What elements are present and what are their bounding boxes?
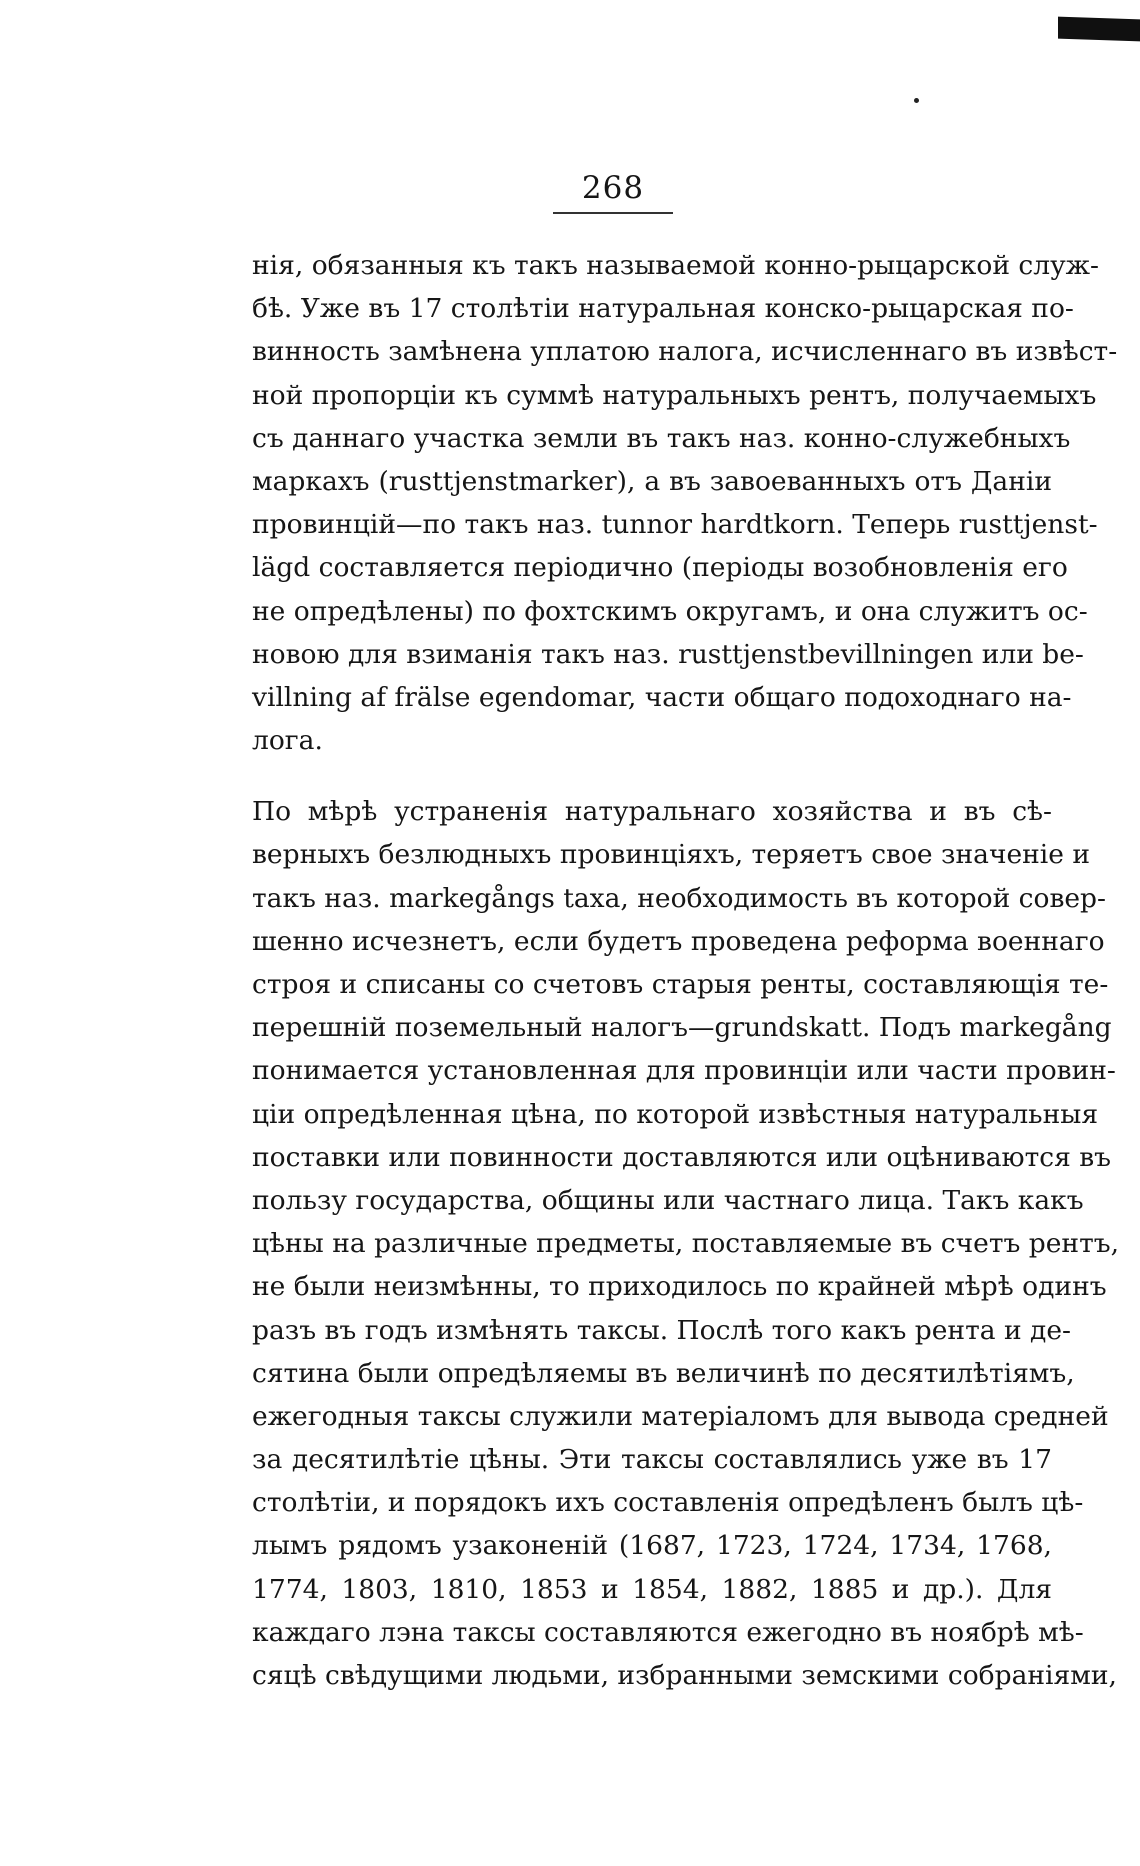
text-line: ной пропорціи къ суммѣ натуральныхъ рентъ, получаемыхъ	[252, 379, 1097, 411]
text-line: строя и списаны со счетовъ старыя ренты, составляющія те-	[252, 969, 1109, 1000]
text-line: цѣны на различные предметы, поставляемые въ счетъ рентъ,	[252, 1228, 1120, 1260]
text-line: не были неизмѣнны, то приходилось по крайней мѣрѣ одинъ	[252, 1271, 1107, 1303]
text-line: перешній поземельный налогъ—grundskatt. Подъ markegång	[252, 1012, 1112, 1044]
text-line: бѣ. Уже въ 17 столѣтіи натуральная конско-рыцарская по-	[252, 293, 1074, 325]
text-line: провинцій—по такъ наз. tunnor hardtkorn. Теперь rusttjenst-	[252, 509, 1098, 541]
text-line: По мѣрѣ устраненія натуральнаго хозяйства и въ сѣ-	[252, 796, 1052, 828]
text-line: столѣтіи, и порядокъ ихъ составленія опредѣленъ былъ цѣ-	[252, 1487, 1084, 1519]
body-text	[252, 244, 1120, 1697]
text-line: ціи опредѣленная цѣна, по которой извѣстныя натуральныя	[252, 1098, 1099, 1130]
text-line: маркахъ (rusttjenstmarker), а въ завоеванныхъ отъ Даніи	[252, 465, 1052, 497]
text-line: понимается установленная для провинціи или части провин-	[252, 1055, 1116, 1087]
text-line: съ даннаго участка земли въ такъ наз. конно-служебныхъ	[252, 422, 1071, 454]
text-line: новою для взиманія такъ наз. rusttjenstbevillningen или be-	[252, 638, 1084, 670]
text-line: шенно исчезнетъ, если будетъ проведена реформа военнаго	[252, 925, 1105, 957]
text-line: разъ въ годъ измѣнять таксы. Послѣ того какъ рента и де-	[252, 1314, 1072, 1346]
text-line: villning af frälse egendomar, части общаго подоходнаго на-	[252, 681, 1072, 713]
page-number-rule	[553, 212, 673, 214]
text-line: каждаго лэна таксы составляются ежегодно въ ноябрѣ мѣ-	[252, 1616, 1084, 1648]
text-line: поставки или повинности доставляются или оцѣниваются въ	[252, 1141, 1111, 1173]
paragraph	[252, 244, 1118, 762]
scan-edge-mark	[1058, 17, 1140, 42]
text-line: 1774, 1803, 1810, 1853 и 1854, 1882, 1885 и др.). Для	[252, 1573, 1052, 1605]
text-line: не опредѣлены) по фохтскимъ округамъ, и она служитъ ос-	[252, 595, 1088, 627]
text-line: сятина были опредѣляемы въ величинѣ по десятилѣтіямъ,	[252, 1357, 1075, 1389]
text-line: за десятилѣтіе цѣны. Эти таксы составлялись уже въ 17	[252, 1444, 1052, 1476]
text-line: лымъ рядомъ узаконеній (1687, 1723, 1724, 1734, 1768,	[252, 1530, 1052, 1562]
text-line: нія, обязанныя къ такъ называемой конно-рыцарской служ-	[252, 250, 1100, 281]
page-number: 268	[581, 170, 645, 206]
text-line: пользу государства, общины или частнаго лица. Такъ какъ	[252, 1184, 1084, 1216]
text-line: верныхъ безлюдныхъ провинціяхъ, теряетъ свое значеніе и	[252, 839, 1091, 871]
text-line: сяцѣ свѣдущими людьми, избранными земскими собраніями,	[252, 1660, 1117, 1691]
scan-speck	[914, 98, 919, 103]
text-line: ежегодныя таксы служили матеріаломъ для вывода средней	[252, 1400, 1109, 1432]
text-line: винность замѣнена уплатою налога, исчисленнаго въ извѣст-	[252, 336, 1118, 368]
text-line: lägd составляется періодично (періоды возобновленія его	[252, 552, 1068, 584]
paragraph	[252, 790, 1120, 1697]
text-line: такъ наз. markegångs taxa, необходимость въ которой совер-	[252, 882, 1106, 914]
text-line: лога.	[252, 725, 323, 757]
paragraph-gap	[252, 762, 1052, 790]
